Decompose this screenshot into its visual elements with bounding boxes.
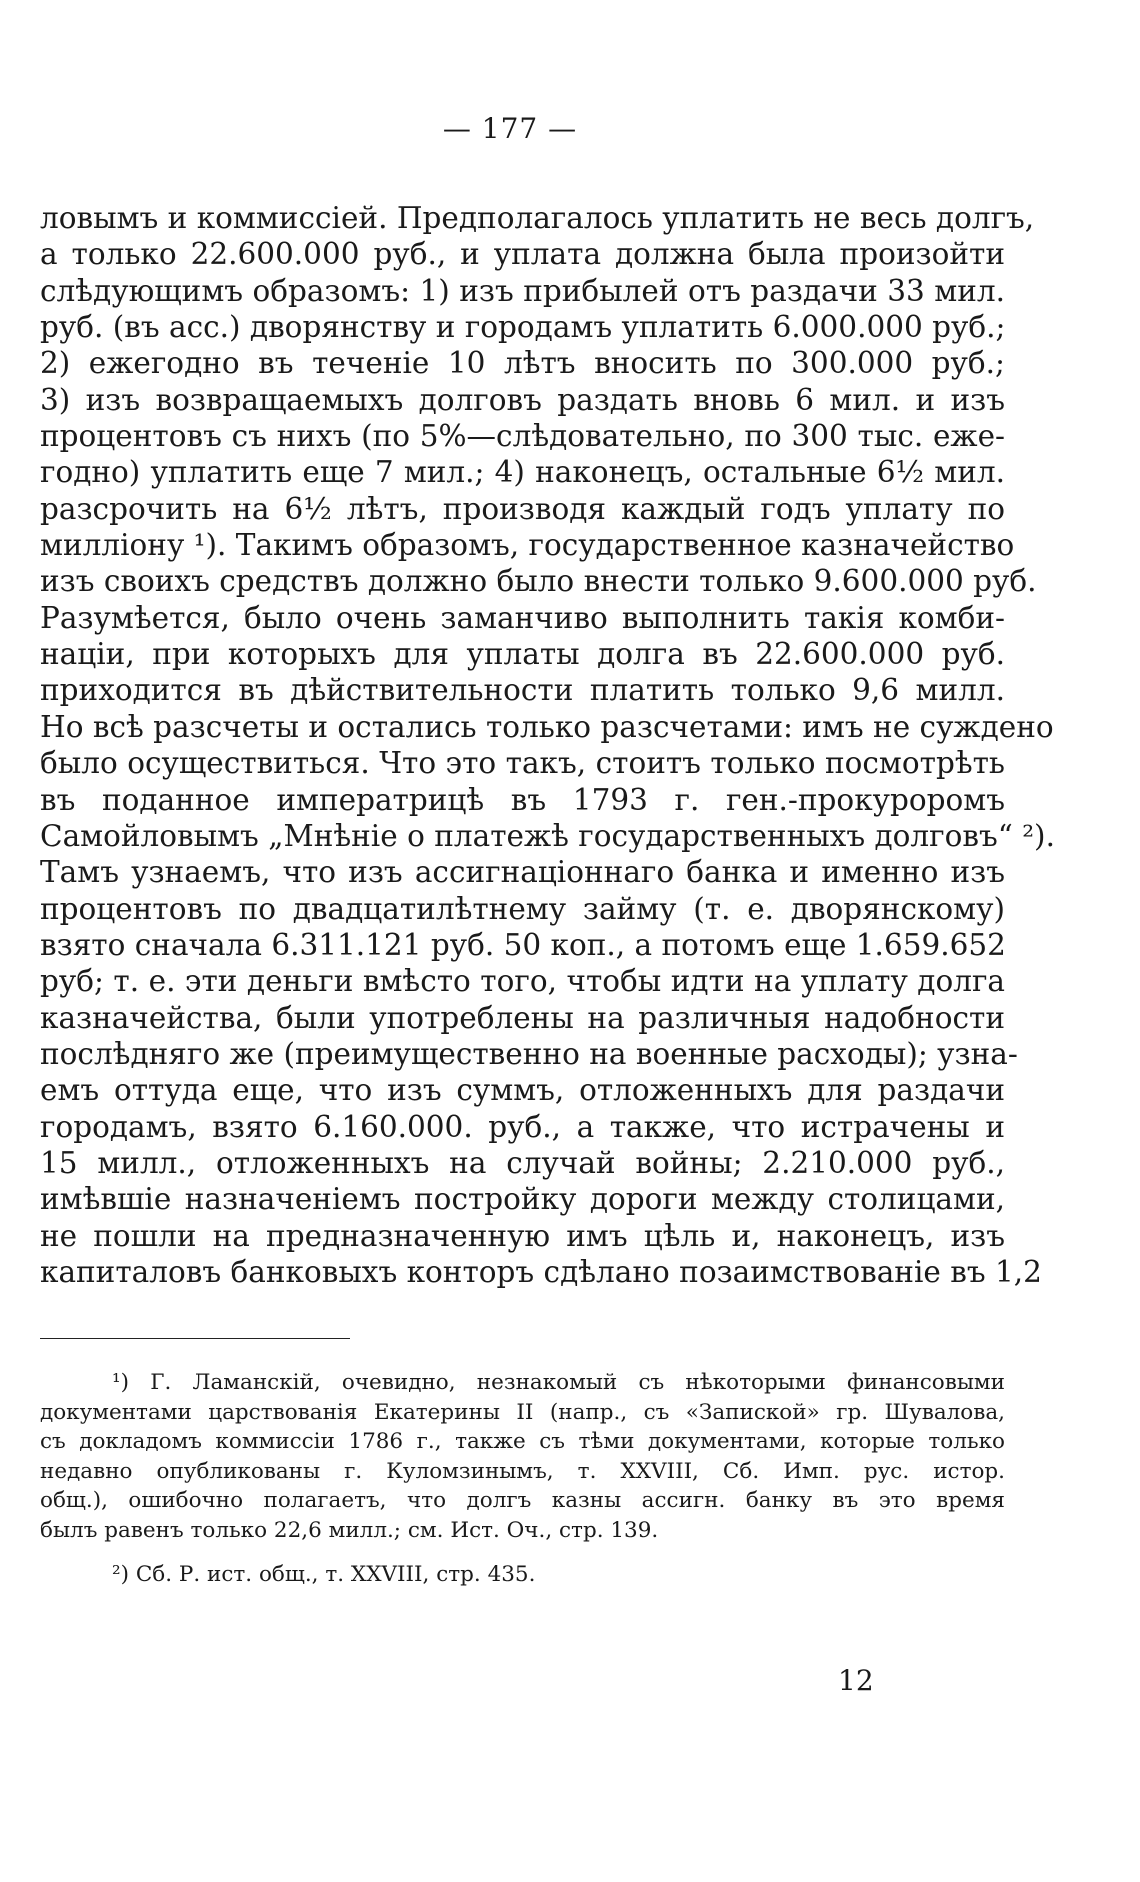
footnotes [40, 1368, 1005, 1589]
text-line: изъ своихъ средствъ должно было внести только 9.600.000 руб. [40, 564, 1037, 599]
text-line: Но всѣ разсчеты и остались только разсчетами: имъ не суждено [40, 709, 1054, 744]
printer-signature-mark: 12 [838, 1664, 874, 1697]
text-line: а только 22.600.000 руб., и уплата должна была произойти [40, 237, 1005, 272]
text-line: годно) уплатить еще 7 мил.; 4) наконецъ, остальные 6½ мил. [40, 455, 1005, 490]
text-line: Разумѣется, было очень заманчиво выполнить такія комби- [40, 600, 1005, 635]
main-text [40, 200, 1055, 1290]
text-line: въ поданное императрицѣ въ 1793 г. ген.-прокуроромъ [40, 782, 1005, 817]
text-line: городамъ, взято 6.160.000. руб., а также, что истрачены и [40, 1109, 1005, 1144]
text-line: не пошли на предназначенную имъ цѣль и, наконецъ, изъ [40, 1218, 1005, 1253]
text-line: разсрочить на 6½ лѣтъ, производя каждый годъ уплату по [40, 491, 1005, 526]
page-number: — 177 — [442, 112, 578, 145]
text-line: капиталовъ банковыхъ конторъ сдѣлано позаимствованіе въ 1,2 [40, 1254, 1042, 1289]
footnote-divider [40, 1338, 350, 1339]
text-line: 2) ежегодно въ теченіе 10 лѣтъ вносить по 300.000 руб.; [40, 346, 1005, 381]
text-line: емъ оттуда еще, что изъ суммъ, отложенныхъ для раздачи [40, 1073, 1005, 1108]
footnote-1-line: общ.), ошибочно полагаетъ, что долгъ казны ассигн. банку въ это время [40, 1488, 1005, 1514]
text-line: Самойловымъ „Мнѣніе о платежѣ государственныхъ долговъ“ ²). [40, 818, 1055, 853]
text-line: ловымъ и коммиссіей. Предполагалось уплатить не весь долгъ, [40, 201, 1035, 235]
text-line: Тамъ узнаемъ, что изъ ассигнаціоннаго банка и именно изъ [40, 855, 1005, 890]
text-line: казначейства, были употреблены на различныя надобности [40, 1000, 1005, 1035]
footnote-2: ²) Сб. Р. ист. общ., т. XXVIII, стр. 435. [112, 1561, 536, 1587]
text-line: имѣвшіе назначеніемъ постройку дороги между столицами, [40, 1182, 1005, 1217]
text-line: 3) изъ возвращаемыхъ долговъ раздать вновь 6 мил. и изъ [40, 382, 1005, 417]
footnote-1-line: ¹) Г. Ламанскій, очевидно, незнакомый съ нѣкоторыми финансовыми [112, 1370, 1005, 1395]
footnote-1-line: документами царствованія Екатерины II (напр., съ «Запиской» гр. Шувалова, [40, 1399, 1005, 1425]
footnote-1-line: недавно опубликованы г. Куломзинымъ, т. XXVIII, Сб. Имп. рус. истор. [40, 1458, 1005, 1484]
text-line: приходится въ дѣйствительности платить только 9,6 милл. [40, 673, 1005, 708]
text-line: милліону ¹). Такимъ образомъ, государственное казначейство [40, 528, 1015, 563]
text-line: руб. (въ асс.) дворянству и городамъ уплатить 6.000.000 руб.; [40, 310, 1006, 345]
text-line: процентовъ съ нихъ (по 5%—слѣдовательно, по 300 тыс. еже- [40, 419, 1005, 454]
text-line: націи, при которыхъ для уплаты долга въ 22.600.000 руб. [40, 637, 1005, 672]
text-line: руб; т. е. эти деньги вмѣсто того, чтобы идти на уплату долга [40, 964, 1005, 999]
text-line: послѣдняго же (преимущественно на военные расходы); узна- [40, 1036, 1018, 1071]
footnote-1-line: съ докладомъ коммиссіи 1786 г., также съ тѣми документами, которые только [40, 1429, 1005, 1455]
text-line: 15 милл., отложенныхъ на случай войны; 2.210.000 руб., [40, 1145, 1005, 1180]
footnote-1-line: былъ равенъ только 22,6 милл.; см. Ист. Оч., стр. 139. [40, 1517, 659, 1543]
text-line: было осуществиться. Что это такъ, стоитъ только посмотрѣть [40, 746, 1005, 781]
text-line: взято сначала 6.311.121 руб. 50 коп., а потомъ еще 1.659.652 [40, 927, 1006, 962]
text-line: слѣдующимъ образомъ: 1) изъ прибылей отъ раздачи 33 мил. [40, 273, 1005, 308]
text-line: процентовъ по двадцатилѣтнему займу (т. е. дворянскому) [40, 891, 1005, 926]
